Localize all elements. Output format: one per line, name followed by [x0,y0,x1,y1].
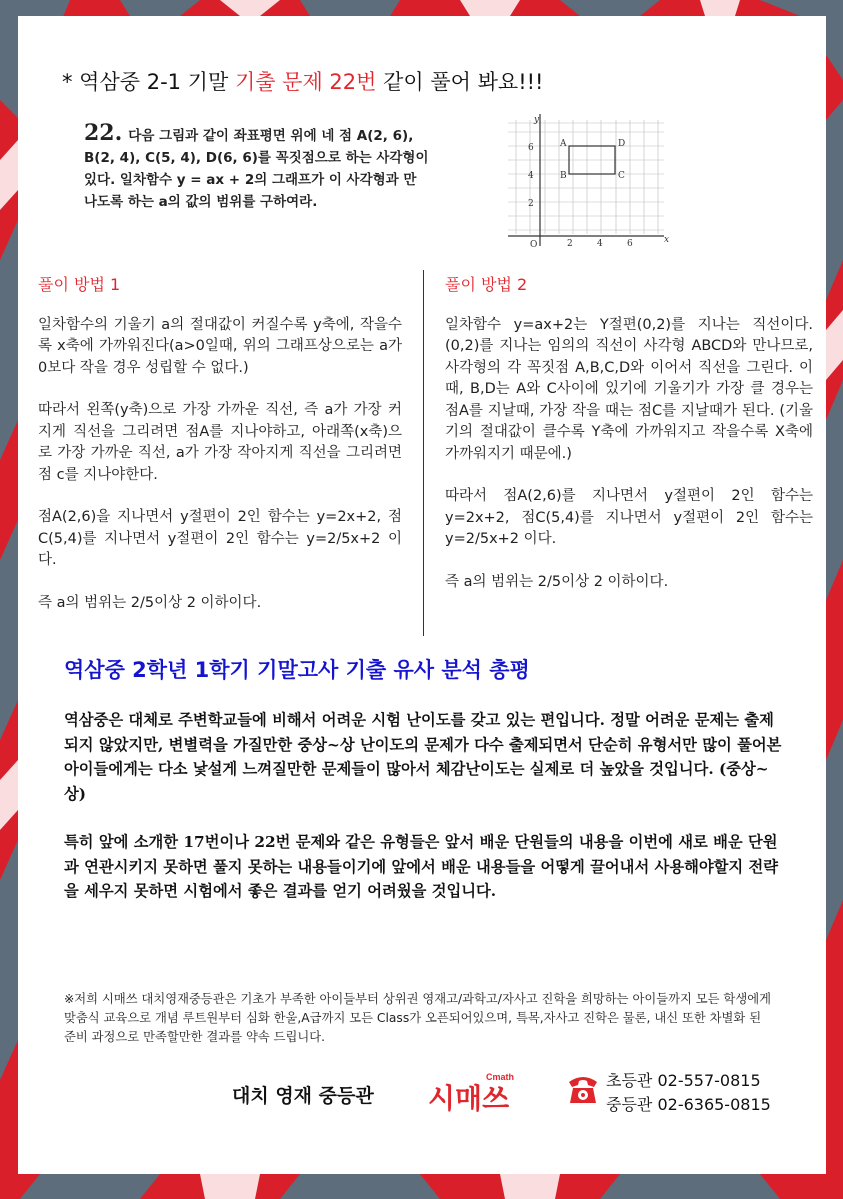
summary-paragraph: 특히 앞에 소개한 17번이나 22번 문제와 같은 유형들은 앞서 배운 단원들의 내용을 이번에 새로 배운 단원과 연관시키지 못하면 풀지 못하는 내용들이기에 앞에서 배운 내용들을 어떻게 끌어내서 사용해야할지 전략을 세우지 못하면 시험에서 좋은 결과를 얻기 어려웠을 것입니다. [64,833,779,900]
solution-1-paragraph: 일차함수의 기울기 a의 절대값이 커질수록 y축에, 작을수록 x축에 가까워진다(a>0일때, 위의 그래프상으로는 a가 0보다 작을 경우 성립할 수 없다.) [38,316,402,376]
coordinate-graph [502,114,672,260]
summary-title: 역삼중 2학년 1학기 기말고사 기출 유사 분석 총평 [64,658,530,682]
summary-paragraph: 역삼중은 대체로 주변학교들에 비해서 어려운 시험 난이도를 갖고 있는 편입니다. 정말 어려운 문제는 출제되지 않았지만, 변별력을 가질만한 중상~상 난이도의 문제가 다수 출제되면서 단순히 유형서만 많이 풀어본 아이들에게는 다소 낯설게 느껴질만한 문제들이 많아서 체감난이도는 실제로 더 높았을 것입니다. (중상~상) [64,711,782,803]
y-tick-label: 6 [528,143,534,153]
logo-text: 시매쓰 [428,1082,510,1114]
point-label-d: D [618,139,626,149]
problem-text: 다음 그림과 같이 좌표평면 위에 네 점 A(2, 6), B(2, 4), C(5, 4), D(6, 6)를 꼭짓점으로 하는 사각형이 있다. 일차함수 y = ax + 2의 그래프가 이 사각형과 만나도록 하는 a의 값의 범위를 구하여라. [84,128,429,210]
solution-1-paragraph: 즉 a의 범위는 2/5이상 2 이하이다. [38,594,262,611]
summary-body [64,708,784,928]
contact-middle: 중등관 02-6365-0815 [606,1095,771,1114]
cmath-logo [428,1070,548,1114]
point-label-b: B [560,171,567,181]
y-tick-label: 4 [528,171,534,181]
column-divider [423,270,424,636]
brand-name: 대치 영재 중등관 [232,1085,374,1107]
phone-icon [566,1072,600,1106]
academy-note [64,990,776,1047]
header-suffix: 같이 풀어 봐요!!! [376,70,544,94]
solution-1-paragraph: 점A(2,6)을 지나면서 y절편이 2인 함수는 y=2x+2, 점C(5,4)를 지나면서 y절편이 2인 함수는 y=2/5x+2 이다. [38,509,402,568]
contact-elementary: 초등관 02-557-0815 [606,1071,761,1090]
point-label-c: C [618,171,625,181]
origin-label: O [530,240,538,250]
header-prefix: * 역삼중 2-1 기말 [62,70,235,94]
x-tick-label: 2 [567,239,573,249]
contact-info [606,1069,771,1117]
y-tick-label: 2 [528,199,534,209]
solution-2-paragraph: 즉 a의 범위는 2/5이상 2 이하이다. [445,573,669,590]
x-axis-label: x [664,235,670,245]
page-header [62,66,543,96]
point-label-a: A [560,139,567,149]
solution-2-paragraph: 일차함수 y=ax+2는 Y절편(0,2)를 지나는 직선이다. (0,2)를 지나는 임의의 직선이 사각형 ABCD와 만나므로, 사각형의 각 꼭짓점 A,B,C,D와 이어서 직선을 그린다. 이 때, B,D는 A와 C사이에 있기에 기울기가 가장 클 경우는 점A를 지날때, 가장 작을 때는 점C를 지날때가 된다. (기울기의 절대값이 클수록 Y축에 가까워지고 작을수록 X축에 가까워지기 때문에.) [445,316,813,462]
problem-statement [84,122,429,213]
logo-small-text: Cmath [486,1072,515,1082]
problem-number: 22. [84,120,123,146]
solution-1-title: 풀이 방법 1 [38,275,121,294]
x-tick-label: 4 [597,239,603,249]
solution-method-1 [38,274,402,635]
solution-2-paragraph: 따라서 점A(2,6)를 지나면서 y절편이 2인 함수는 y=2x+2, 점C(5,4)를 지나면서 y절편이 2인 함수는 y=2/5x+2 이다. [445,488,813,547]
solution-1-paragraph: 따라서 왼쪽(y축)으로 가장 가까운 직선, 즉 a가 가장 커지게 직선을 그리려면 점A를 지나야하고, 아래쪽(x축)으로 가장 가까운 직선, a가 가장 작아지게 직선을 그리려면 점 c를 지나야한다. [38,402,402,483]
y-axis-label: y [534,115,540,125]
academy-note-text: ※저희 시매쓰 대치영재중등관은 기초가 부족한 아이들부터 상위권 영재고/과학고/자사고 진학을 희망하는 아이들까지 모든 학생에게 맞춤식 교육으로 개념 루트원부터 심화 한울,A급까지 모든 Class가 오픈되어있으며, 특목,자사고 진학은 물론, 내신 또한 차별화 된 준비 과정으로 만족할만한 결과를 약속 드립니다. [64,992,771,1044]
solution-method-2 [445,274,813,614]
header-highlight: 기출 문제 22번 [234,70,377,94]
solution-2-title: 풀이 방법 2 [445,275,528,294]
x-tick-label: 6 [627,239,633,249]
